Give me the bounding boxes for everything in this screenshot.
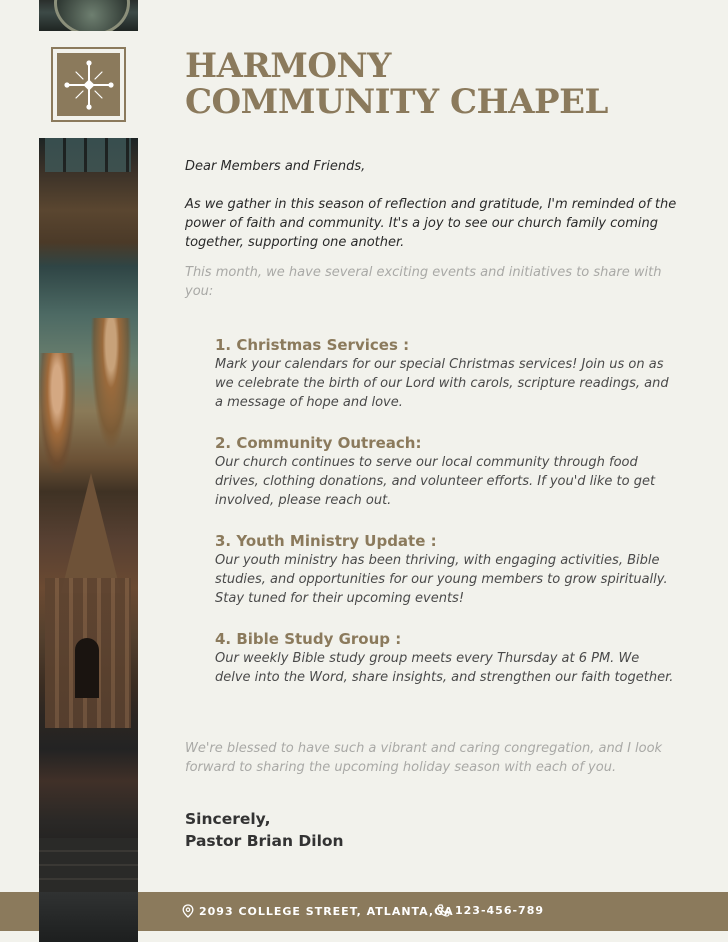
events-lead: This month, we have several exciting events and initiatives to share with you:	[185, 265, 662, 299]
window-panes	[45, 138, 131, 172]
address-text: 2093 COLLEGE STREET, ATLANTA,GA	[199, 904, 454, 918]
stained-glass-arch	[54, 0, 130, 31]
footer-phone	[437, 904, 544, 917]
letter-greeting: Dear Members and Friends,	[185, 159, 366, 174]
event-heading: 1. Christmas Services :	[215, 336, 410, 354]
events-list	[215, 335, 675, 727]
church-logo	[51, 47, 126, 122]
event-item	[215, 433, 675, 531]
event-item	[215, 335, 675, 433]
church-photo-strip	[39, 138, 138, 942]
event-description: Mark your calendars for our special Christmas services! Join us on as we celebrate the birth of our Lord with carols, scripture readings, and a message of hope and love.	[215, 357, 669, 410]
event-description: Our weekly Bible study group meets every Thursday at 6 PM. We delve into the Word, share insights, and strengthen our faith together.	[215, 651, 674, 685]
phone-icon	[437, 904, 450, 917]
page-title	[185, 48, 705, 120]
mural-figure	[39, 353, 75, 473]
signoff: Sincerely,	[185, 810, 271, 828]
event-item	[215, 629, 675, 727]
event-heading: 3. Youth Ministry Update :	[215, 532, 437, 550]
title-line-2: COMMUNITY CHAPEL	[185, 82, 608, 122]
phone-text: 123-456-789	[455, 904, 545, 917]
letter-closing: We're blessed to have such a vibrant and caring congregation, and I look forward to sharing the upcoming holiday season with each of you.	[185, 741, 663, 775]
event-description: Our church continues to serve our local community through food drives, clothing donations, and volunteer efforts. If you'd like to get involved, please reach out.	[215, 455, 656, 508]
signature-name: Pastor Brian Dilon	[185, 832, 344, 850]
logo-background	[57, 53, 120, 116]
church-photo-strip-bottom	[39, 892, 138, 942]
event-description: Our youth ministry has been thriving, with engaging activities, Bible studies, and opportunities for our young members to grow spiritually. Stay tuned for their upcoming events!	[215, 553, 668, 606]
ornate-cross-icon	[63, 59, 115, 111]
altar-spire	[61, 473, 121, 593]
letter-intro: As we gather in this season of reflection and gratitude, I'm reminded of the power of faith and community. It's a joy to see our church family coming together, supporting one another.	[185, 197, 677, 250]
signature-block	[185, 808, 344, 852]
altar-arch-door	[75, 638, 99, 698]
event-item	[215, 531, 675, 629]
event-heading: 4. Bible Study Group :	[215, 630, 402, 648]
event-heading: 2. Community Outreach:	[215, 434, 422, 452]
church-photo-strip-top	[39, 0, 138, 31]
title-line-1: HARMONY	[185, 46, 391, 86]
footer-address	[182, 904, 454, 918]
location-pin-icon	[182, 904, 194, 918]
mural-figure	[91, 318, 131, 448]
